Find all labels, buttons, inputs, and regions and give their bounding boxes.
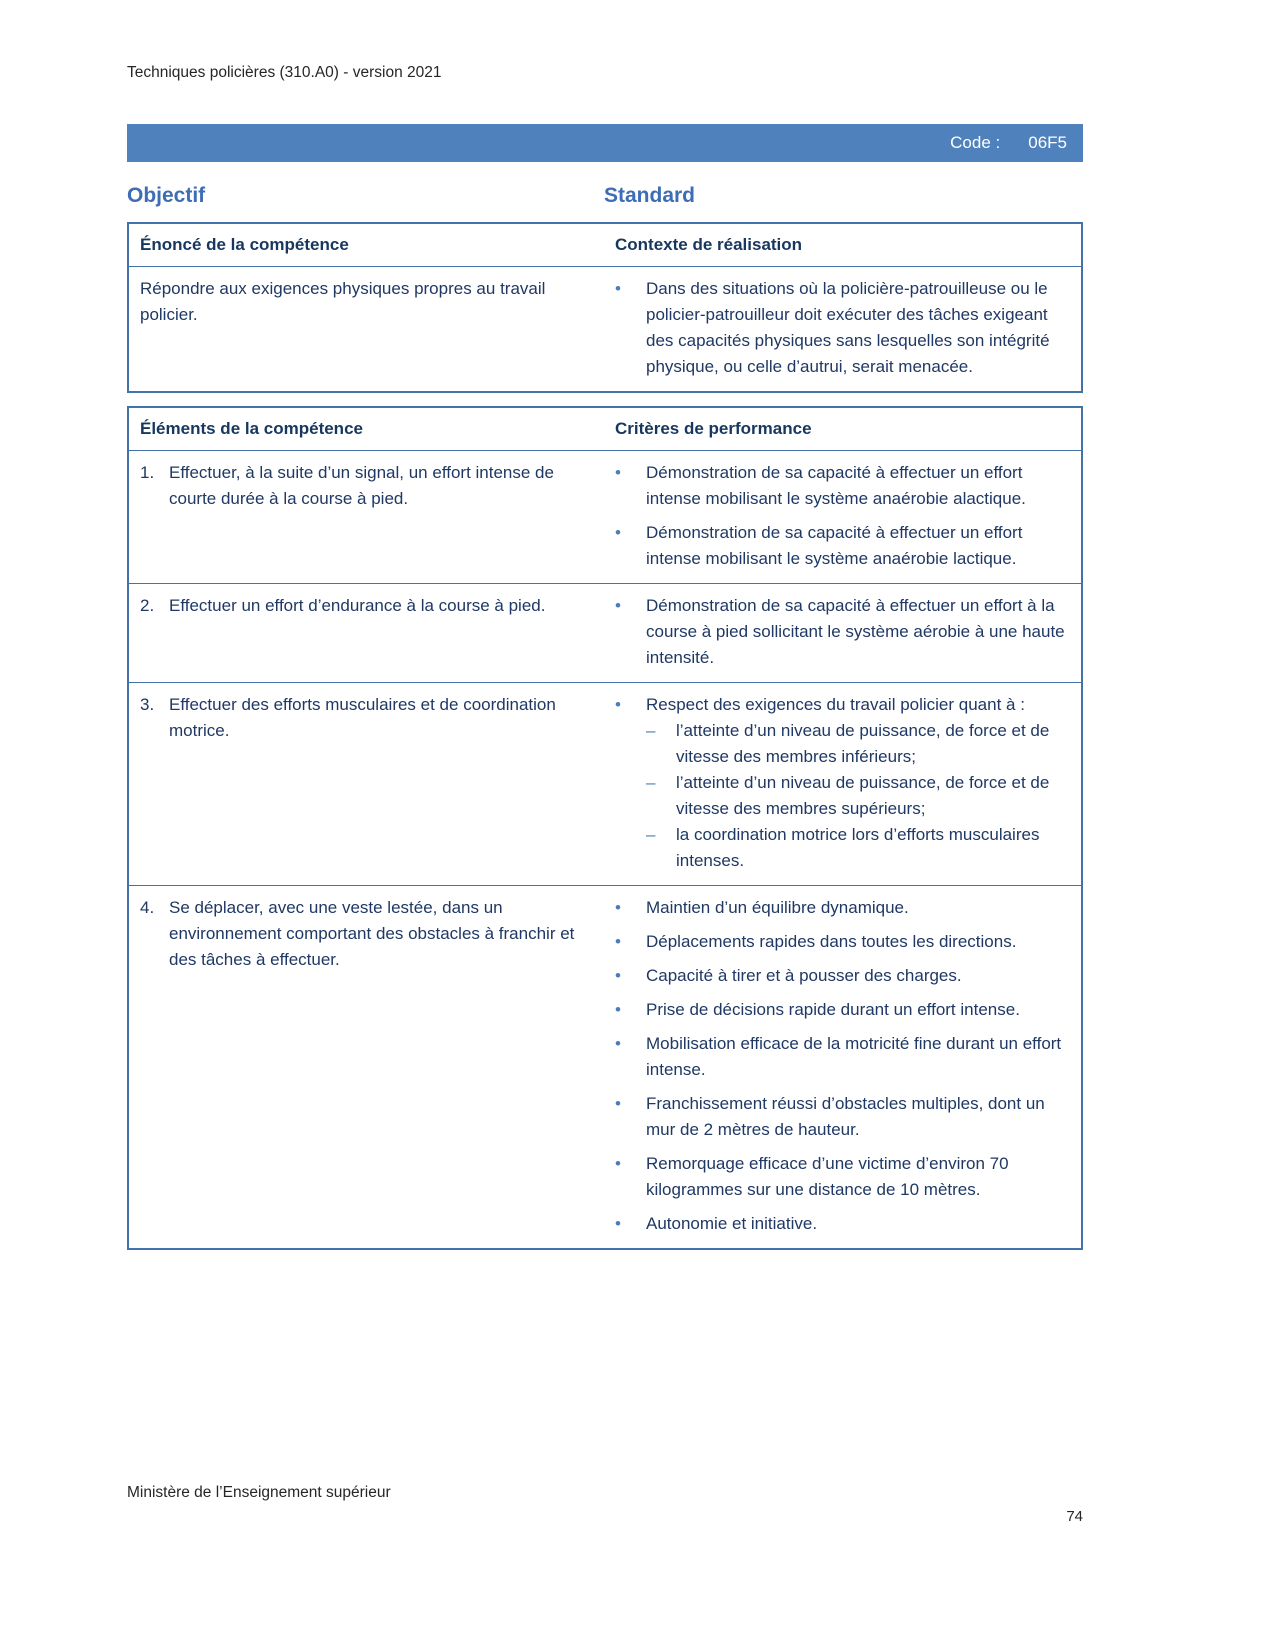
bullet-text: Prise de décisions rapide durant un effort intense.: [646, 1000, 1020, 1019]
bullet-text: Autonomie et initiative.: [646, 1214, 818, 1233]
section-headers: [127, 184, 1083, 208]
element-cell: [129, 451, 606, 583]
list-item: [615, 997, 1067, 1023]
sub-item-text: l’atteinte d’un niveau de puissance, de force et de vitesse des membres supérieurs;: [676, 773, 1050, 818]
list-item: [615, 593, 1067, 671]
list-item: [615, 1211, 1067, 1237]
bullet-text: Franchissement réussi d’obstacles multiples, dont un mur de 2 mètres de hauteur.: [646, 1094, 1045, 1139]
bullet-icon: •: [615, 279, 621, 298]
sub-list-item: [646, 822, 1067, 874]
standard-heading: Standard: [604, 184, 696, 207]
table2-header-row: [129, 408, 1081, 450]
numbered-item: [140, 593, 592, 619]
bullet-icon: •: [615, 695, 621, 714]
item-number: 2.: [140, 596, 155, 615]
bullet-text: Démonstration de sa capacité à effectuer un effort intense mobilisant le système anaérobie lactique.: [646, 523, 1023, 568]
list-item: [615, 520, 1067, 572]
list-item: [615, 276, 1067, 380]
criteres-cell: [606, 683, 1081, 885]
bullet-icon: •: [615, 1034, 621, 1053]
table-row: [129, 583, 1081, 682]
numbered-item: [140, 460, 592, 512]
competence-context-table: [127, 222, 1083, 393]
criteres-cell: [606, 584, 1081, 682]
table2-header-right: Critères de performance: [615, 419, 812, 438]
list-item: [615, 1031, 1067, 1083]
table1-header-right: Contexte de réalisation: [615, 235, 803, 254]
element-cell: [129, 584, 606, 682]
list-item: [615, 963, 1067, 989]
element-cell: [129, 886, 606, 1248]
item-number: 3.: [140, 695, 155, 714]
bullet-text: Mobilisation efficace de la motricité fine durant un effort intense.: [646, 1034, 1062, 1079]
table1-body-row: [129, 266, 1081, 391]
page-number: 74: [1066, 1508, 1083, 1525]
code-banner: [127, 124, 1083, 162]
bullet-text: Déplacements rapides dans toutes les directions.: [646, 932, 1017, 951]
bullet-group: [646, 692, 1067, 874]
bullet-text: Démonstration de sa capacité à effectuer un effort à la course à pied sollicitant le système aérobie à une haute intensité.: [646, 596, 1065, 667]
table-row: [129, 450, 1081, 583]
code-value: 06F5: [1028, 133, 1067, 152]
sub-item-text: la coordination motrice lors d’efforts musculaires intenses.: [676, 825, 1040, 870]
list-item: [615, 895, 1067, 921]
item-text: Effectuer, à la suite d’un signal, un effort intense de courte durée à la course à pied.: [169, 463, 554, 508]
context-list: [606, 267, 1081, 391]
item-number: 4.: [140, 898, 155, 917]
list-item: [615, 692, 1067, 874]
table2-header-left: Éléments de la compétence: [140, 419, 363, 438]
list-item: [615, 1151, 1067, 1203]
dash-icon: –: [646, 721, 656, 740]
item-text: Effectuer un effort d’endurance à la course à pied.: [169, 596, 546, 615]
bullet-icon: •: [615, 966, 621, 985]
item-number: 1.: [140, 463, 155, 482]
item-text: Se déplacer, avec une veste lestée, dans un environnement comportant des obstacles à franchir et des tâches à effectuer.: [169, 898, 575, 969]
code-label: Code :: [950, 133, 1001, 152]
bullet-text: Respect des exigences du travail policier quant à :: [646, 695, 1025, 714]
list-item: [615, 929, 1067, 955]
numbered-item: [140, 692, 592, 744]
criteres-cell: [606, 451, 1081, 583]
running-footer: Ministère de l’Enseignement supérieur: [127, 1484, 391, 1501]
bullet-icon: •: [615, 1094, 621, 1113]
element-cell: [129, 683, 606, 885]
dash-icon: –: [646, 773, 656, 792]
bullet-icon: •: [615, 1000, 621, 1019]
bullet-icon: •: [615, 523, 621, 542]
criteres-cell: [606, 886, 1081, 1248]
table1-header-row: [129, 224, 1081, 266]
objectif-heading: Objectif: [127, 184, 206, 207]
sub-item-text: l’atteinte d’un niveau de puissance, de force et de vitesse des membres inférieurs;: [676, 721, 1050, 766]
competence-statement: Répondre aux exigences physiques propres au travail policier.: [140, 279, 546, 324]
running-header: Techniques policières (310.A0) - version 2021: [127, 64, 442, 81]
bullet-text: Dans des situations où la policière-patrouilleuse ou le policier-patrouilleur doit exécuter des tâches exigeant des capacités physiques sans lesquelles son intégrité physique, ou celle d’autrui, serait menacée.: [646, 279, 1050, 376]
bullet-icon: •: [615, 1214, 621, 1233]
sub-list-item: [646, 770, 1067, 822]
item-text: Effectuer des efforts musculaires et de coordination motrice.: [169, 695, 556, 740]
elements-criteres-table: [127, 406, 1083, 1250]
bullet-icon: •: [615, 596, 621, 615]
bullet-text: Maintien d’un équilibre dynamique.: [646, 898, 909, 917]
bullet-icon: •: [615, 463, 621, 482]
sub-list-item: [646, 718, 1067, 770]
bullet-icon: •: [615, 932, 621, 951]
list-item: [615, 1091, 1067, 1143]
bullet-icon: •: [615, 898, 621, 917]
bullet-icon: •: [615, 1154, 621, 1173]
table-row: [129, 682, 1081, 885]
bullet-text: Démonstration de sa capacité à effectuer un effort intense mobilisant le système anaérobie alactique.: [646, 463, 1026, 508]
table-row: [129, 885, 1081, 1248]
numbered-item: [140, 895, 592, 973]
list-item: [615, 460, 1067, 512]
dash-icon: –: [646, 825, 656, 844]
bullet-text: Capacité à tirer et à pousser des charges.: [646, 966, 962, 985]
table1-header-left: Énoncé de la compétence: [140, 235, 349, 254]
bullet-text: Remorquage efficace d’une victime d’environ 70 kilogrammes sur une distance de 10 mètres.: [646, 1154, 1009, 1199]
